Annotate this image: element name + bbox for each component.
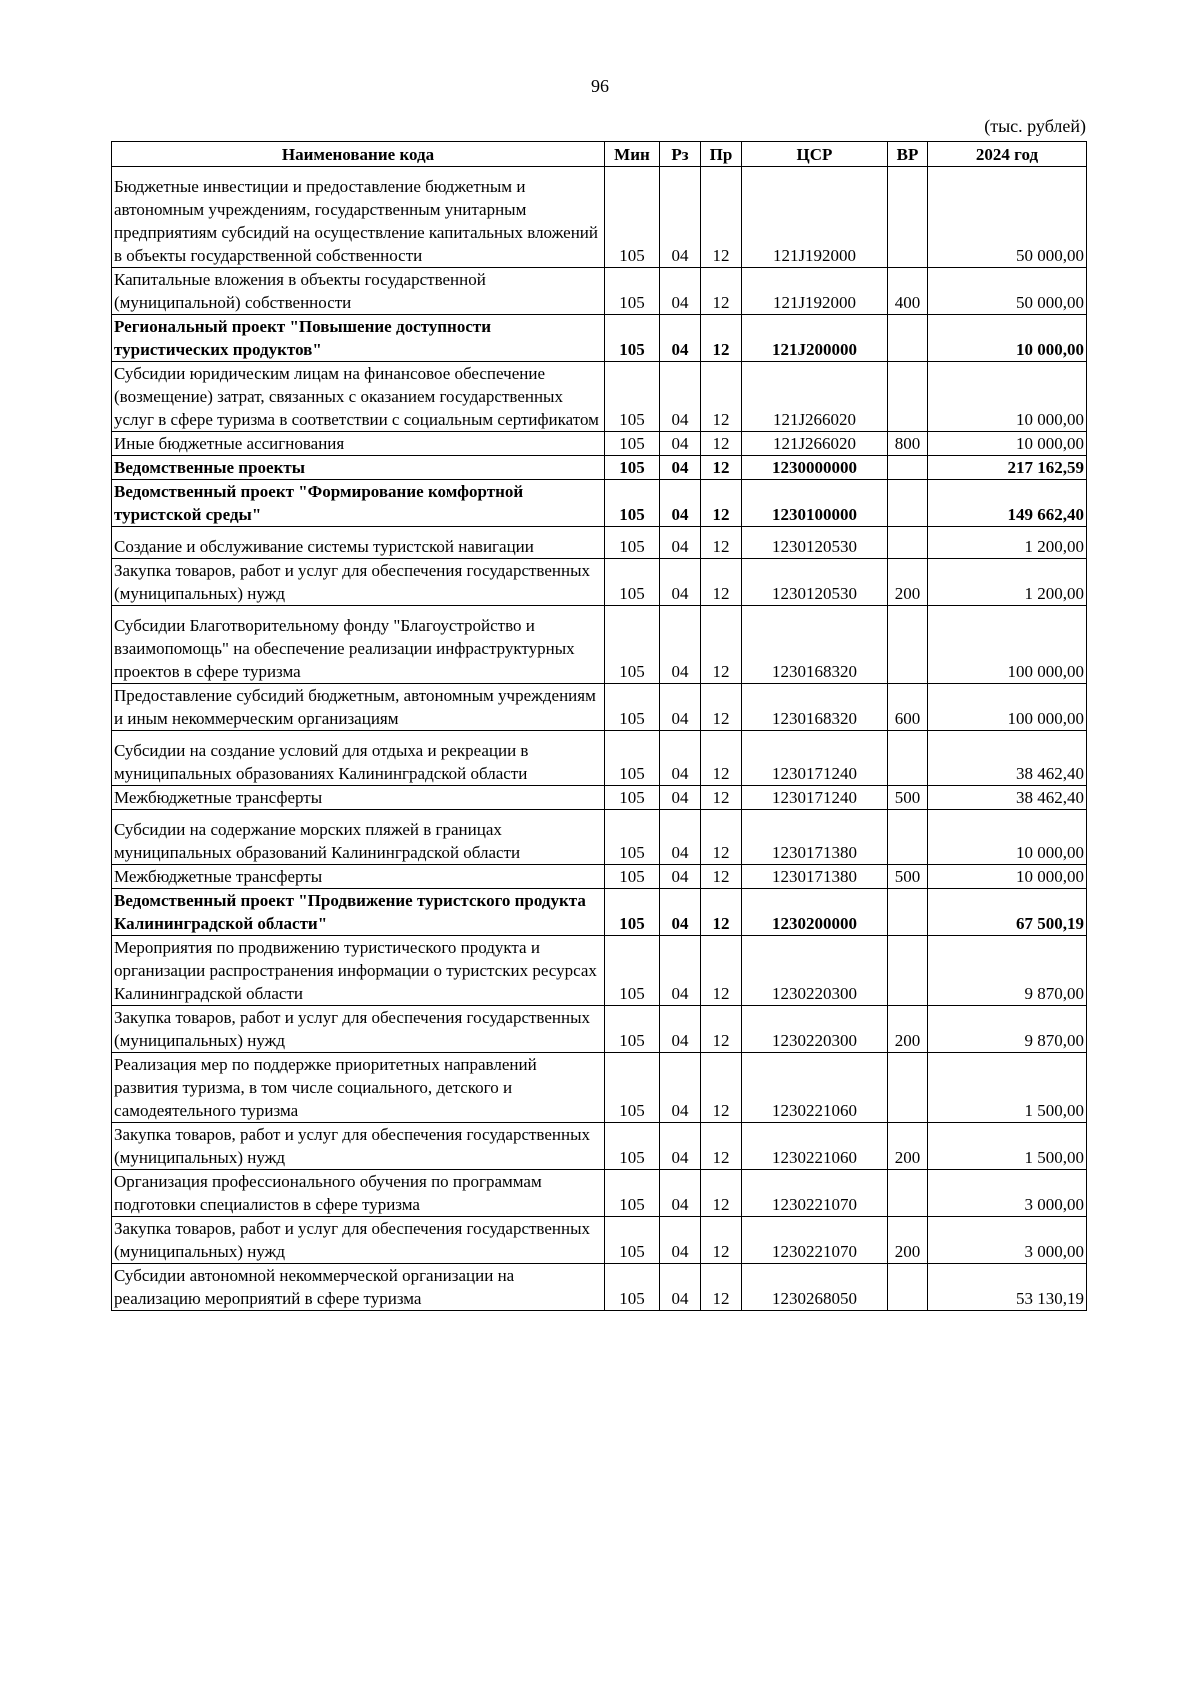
spacer-cell bbox=[888, 810, 928, 819]
cell-csr: 1230171240 bbox=[742, 786, 888, 810]
cell-sum: 50 000,00 bbox=[928, 175, 1087, 268]
table-spacer-row bbox=[112, 167, 1087, 176]
cell-sum: 10 000,00 bbox=[928, 362, 1087, 432]
page-number: 96 bbox=[591, 76, 609, 96]
cell-sum: 217 162,59 bbox=[928, 456, 1087, 480]
spacer-cell bbox=[742, 527, 888, 536]
cell-vr: 800 bbox=[888, 432, 928, 456]
table-row bbox=[112, 684, 1087, 731]
cell-sum: 1 200,00 bbox=[928, 559, 1087, 606]
spacer-cell bbox=[928, 167, 1087, 176]
cell-name: Создание и обслуживание системы туристской навигации bbox=[112, 535, 605, 559]
cell-min: 105 bbox=[605, 865, 660, 889]
cell-rz: 04 bbox=[660, 818, 701, 865]
cell-csr: 1230221070 bbox=[742, 1217, 888, 1264]
cell-csr: 1230221060 bbox=[742, 1123, 888, 1170]
cell-name: Межбюджетные трансферты bbox=[112, 786, 605, 810]
spacer-cell bbox=[888, 606, 928, 615]
cell-rz: 04 bbox=[660, 175, 701, 268]
cell-name: Ведомственный проект "Продвижение туристского продукта Калининградской области" bbox=[112, 889, 605, 936]
table-header-row bbox=[112, 142, 1087, 167]
cell-csr: 1230171240 bbox=[742, 739, 888, 786]
spacer-cell bbox=[928, 731, 1087, 740]
cell-sum: 10 000,00 bbox=[928, 432, 1087, 456]
cell-pr: 12 bbox=[701, 175, 742, 268]
cell-pr: 12 bbox=[701, 1123, 742, 1170]
cell-csr: 121J192000 bbox=[742, 175, 888, 268]
cell-pr: 12 bbox=[701, 786, 742, 810]
cell-rz: 04 bbox=[660, 936, 701, 1006]
cell-name: Предоставление субсидий бюджетным, автономным учреждениям и иным некоммерческим организациям bbox=[112, 684, 605, 731]
table-row bbox=[112, 268, 1087, 315]
cell-rz: 04 bbox=[660, 315, 701, 362]
cell-rz: 04 bbox=[660, 786, 701, 810]
table-row bbox=[112, 1170, 1087, 1217]
cell-name: Иные бюджетные ассигнования bbox=[112, 432, 605, 456]
cell-pr: 12 bbox=[701, 535, 742, 559]
spacer-cell bbox=[112, 810, 605, 819]
spacer-cell bbox=[605, 167, 660, 176]
spacer-cell bbox=[888, 527, 928, 536]
table-row bbox=[112, 535, 1087, 559]
cell-name: Организация профессионального обучения по программам подготовки специалистов в сфере туризма bbox=[112, 1170, 605, 1217]
cell-csr: 121J266020 bbox=[742, 432, 888, 456]
cell-name: Межбюджетные трансферты bbox=[112, 865, 605, 889]
table-row bbox=[112, 362, 1087, 432]
cell-pr: 12 bbox=[701, 936, 742, 1006]
spacer-cell bbox=[742, 731, 888, 740]
cell-vr bbox=[888, 480, 928, 527]
spacer-cell bbox=[701, 527, 742, 536]
cell-vr: 500 bbox=[888, 865, 928, 889]
cell-pr: 12 bbox=[701, 432, 742, 456]
cell-min: 105 bbox=[605, 1006, 660, 1053]
table-row bbox=[112, 1264, 1087, 1311]
cell-pr: 12 bbox=[701, 1264, 742, 1311]
cell-pr: 12 bbox=[701, 614, 742, 684]
cell-name: Ведомственный проект "Формирование комфортной туристской среды" bbox=[112, 480, 605, 527]
cell-pr: 12 bbox=[701, 818, 742, 865]
cell-csr: 1230120530 bbox=[742, 559, 888, 606]
spacer-cell bbox=[605, 606, 660, 615]
spacer-cell bbox=[928, 527, 1087, 536]
cell-rz: 04 bbox=[660, 1006, 701, 1053]
cell-rz: 04 bbox=[660, 268, 701, 315]
cell-csr: 1230168320 bbox=[742, 614, 888, 684]
cell-pr: 12 bbox=[701, 1170, 742, 1217]
cell-vr bbox=[888, 818, 928, 865]
spacer-cell bbox=[928, 606, 1087, 615]
cell-min: 105 bbox=[605, 432, 660, 456]
table-row bbox=[112, 818, 1087, 865]
table-row bbox=[112, 1123, 1087, 1170]
table-row bbox=[112, 480, 1087, 527]
spacer-cell bbox=[605, 731, 660, 740]
spacer-cell bbox=[660, 810, 701, 819]
cell-pr: 12 bbox=[701, 1217, 742, 1264]
cell-vr: 200 bbox=[888, 559, 928, 606]
cell-pr: 12 bbox=[701, 315, 742, 362]
table-row bbox=[112, 559, 1087, 606]
header-min: Мин bbox=[605, 142, 660, 167]
cell-sum: 3 000,00 bbox=[928, 1217, 1087, 1264]
cell-vr bbox=[888, 889, 928, 936]
cell-sum: 53 130,19 bbox=[928, 1264, 1087, 1311]
spacer-cell bbox=[701, 810, 742, 819]
cell-vr bbox=[888, 1053, 928, 1123]
cell-sum: 50 000,00 bbox=[928, 268, 1087, 315]
spacer-cell bbox=[701, 731, 742, 740]
cell-name: Субсидии Благотворительному фонду "Благоустройство и взаимопомощь" на обеспечение реализации инфраструктурных проектов в сфере туризма bbox=[112, 614, 605, 684]
table-row bbox=[112, 315, 1087, 362]
cell-name: Капитальные вложения в объекты государственной (муниципальной) собственности bbox=[112, 268, 605, 315]
table-row bbox=[112, 432, 1087, 456]
cell-name: Субсидии юридическим лицам на финансовое обеспечение (возмещение) затрат, связанных с оказанием государственных услуг в сфере туризма в соответствии с социальным сертификатом bbox=[112, 362, 605, 432]
cell-csr: 1230268050 bbox=[742, 1264, 888, 1311]
cell-pr: 12 bbox=[701, 456, 742, 480]
cell-pr: 12 bbox=[701, 362, 742, 432]
cell-name: Субсидии автономной некоммерческой организации на реализацию мероприятий в сфере туризма bbox=[112, 1264, 605, 1311]
cell-rz: 04 bbox=[660, 614, 701, 684]
cell-sum: 149 662,40 bbox=[928, 480, 1087, 527]
spacer-cell bbox=[888, 731, 928, 740]
cell-vr bbox=[888, 1170, 928, 1217]
spacer-cell bbox=[112, 527, 605, 536]
spacer-cell bbox=[112, 606, 605, 615]
cell-pr: 12 bbox=[701, 1006, 742, 1053]
cell-vr: 600 bbox=[888, 684, 928, 731]
header-csr: ЦСР bbox=[742, 142, 888, 167]
cell-sum: 10 000,00 bbox=[928, 818, 1087, 865]
table-row bbox=[112, 1217, 1087, 1264]
spacer-cell bbox=[928, 810, 1087, 819]
cell-name: Мероприятия по продвижению туристического продукта и организации распространения информации о туристских ресурсах Калининградской области bbox=[112, 936, 605, 1006]
cell-csr: 1230171380 bbox=[742, 865, 888, 889]
cell-rz: 04 bbox=[660, 865, 701, 889]
cell-pr: 12 bbox=[701, 268, 742, 315]
spacer-cell bbox=[660, 731, 701, 740]
table-row bbox=[112, 889, 1087, 936]
cell-min: 105 bbox=[605, 1170, 660, 1217]
header-pr: Пр bbox=[701, 142, 742, 167]
cell-min: 105 bbox=[605, 1123, 660, 1170]
header-vr: ВР bbox=[888, 142, 928, 167]
spacer-cell bbox=[742, 810, 888, 819]
table-row bbox=[112, 456, 1087, 480]
cell-pr: 12 bbox=[701, 865, 742, 889]
spacer-cell bbox=[888, 167, 928, 176]
cell-min: 105 bbox=[605, 315, 660, 362]
table-row bbox=[112, 739, 1087, 786]
cell-csr: 1230220300 bbox=[742, 1006, 888, 1053]
cell-vr: 500 bbox=[888, 786, 928, 810]
units-label: (тыс. рублей) bbox=[984, 116, 1086, 136]
cell-vr bbox=[888, 535, 928, 559]
spacer-cell bbox=[605, 527, 660, 536]
table-row bbox=[112, 614, 1087, 684]
cell-csr: 1230221060 bbox=[742, 1053, 888, 1123]
cell-vr bbox=[888, 739, 928, 786]
cell-min: 105 bbox=[605, 889, 660, 936]
spacer-cell bbox=[701, 606, 742, 615]
cell-rz: 04 bbox=[660, 1217, 701, 1264]
spacer-cell bbox=[701, 167, 742, 176]
spacer-cell bbox=[742, 167, 888, 176]
table-spacer-row bbox=[112, 731, 1087, 740]
table-body bbox=[112, 167, 1087, 1311]
spacer-cell bbox=[112, 731, 605, 740]
cell-csr: 1230200000 bbox=[742, 889, 888, 936]
cell-vr: 200 bbox=[888, 1123, 928, 1170]
cell-pr: 12 bbox=[701, 559, 742, 606]
cell-min: 105 bbox=[605, 1217, 660, 1264]
cell-vr bbox=[888, 456, 928, 480]
cell-rz: 04 bbox=[660, 432, 701, 456]
header-rz: Рз bbox=[660, 142, 701, 167]
budget-table bbox=[111, 141, 1087, 1311]
table-row bbox=[112, 1006, 1087, 1053]
cell-min: 105 bbox=[605, 614, 660, 684]
cell-vr bbox=[888, 315, 928, 362]
cell-csr: 1230221070 bbox=[742, 1170, 888, 1217]
cell-pr: 12 bbox=[701, 889, 742, 936]
cell-vr bbox=[888, 936, 928, 1006]
cell-sum: 100 000,00 bbox=[928, 614, 1087, 684]
cell-csr: 1230171380 bbox=[742, 818, 888, 865]
cell-vr bbox=[888, 1264, 928, 1311]
cell-pr: 12 bbox=[701, 480, 742, 527]
cell-min: 105 bbox=[605, 559, 660, 606]
cell-vr: 200 bbox=[888, 1006, 928, 1053]
cell-rz: 04 bbox=[660, 480, 701, 527]
cell-name: Субсидии на содержание морских пляжей в границах муниципальных образований Калининградской области bbox=[112, 818, 605, 865]
cell-min: 105 bbox=[605, 684, 660, 731]
cell-min: 105 bbox=[605, 362, 660, 432]
cell-csr: 121J266020 bbox=[742, 362, 888, 432]
cell-csr: 1230220300 bbox=[742, 936, 888, 1006]
cell-min: 105 bbox=[605, 936, 660, 1006]
spacer-cell bbox=[660, 606, 701, 615]
cell-sum: 1 500,00 bbox=[928, 1123, 1087, 1170]
table-row bbox=[112, 786, 1087, 810]
cell-min: 105 bbox=[605, 739, 660, 786]
cell-name: Бюджетные инвестиции и предоставление бюджетным и автономным учреждениям, государственным унитарным предприятиям субсидий на осуществление капитальных вложений в объекты государственной собственности bbox=[112, 175, 605, 268]
cell-min: 105 bbox=[605, 480, 660, 527]
cell-pr: 12 bbox=[701, 684, 742, 731]
cell-sum: 38 462,40 bbox=[928, 739, 1087, 786]
spacer-cell bbox=[605, 810, 660, 819]
header-name: Наименование кода bbox=[112, 142, 605, 167]
cell-min: 105 bbox=[605, 1264, 660, 1311]
cell-sum: 100 000,00 bbox=[928, 684, 1087, 731]
cell-vr bbox=[888, 362, 928, 432]
cell-pr: 12 bbox=[701, 1053, 742, 1123]
cell-name: Закупка товаров, работ и услуг для обеспечения государственных (муниципальных) нужд bbox=[112, 1006, 605, 1053]
spacer-cell bbox=[660, 167, 701, 176]
cell-name: Закупка товаров, работ и услуг для обеспечения государственных (муниципальных) нужд bbox=[112, 559, 605, 606]
cell-csr: 1230000000 bbox=[742, 456, 888, 480]
cell-sum: 10 000,00 bbox=[928, 315, 1087, 362]
cell-min: 105 bbox=[605, 1053, 660, 1123]
cell-sum: 38 462,40 bbox=[928, 786, 1087, 810]
cell-min: 105 bbox=[605, 818, 660, 865]
table-spacer-row bbox=[112, 606, 1087, 615]
cell-sum: 1 500,00 bbox=[928, 1053, 1087, 1123]
cell-rz: 04 bbox=[660, 362, 701, 432]
cell-min: 105 bbox=[605, 535, 660, 559]
spacer-cell bbox=[660, 527, 701, 536]
cell-min: 105 bbox=[605, 786, 660, 810]
cell-rz: 04 bbox=[660, 559, 701, 606]
table-row bbox=[112, 175, 1087, 268]
cell-rz: 04 bbox=[660, 1170, 701, 1217]
table-spacer-row bbox=[112, 810, 1087, 819]
cell-name: Реализация мер по поддержке приоритетных направлений развития туризма, в том числе социального, детского и самодеятельного туризма bbox=[112, 1053, 605, 1123]
cell-rz: 04 bbox=[660, 889, 701, 936]
cell-rz: 04 bbox=[660, 739, 701, 786]
cell-name: Закупка товаров, работ и услуг для обеспечения государственных (муниципальных) нужд bbox=[112, 1217, 605, 1264]
cell-name: Ведомственные проекты bbox=[112, 456, 605, 480]
cell-pr: 12 bbox=[701, 739, 742, 786]
cell-vr bbox=[888, 614, 928, 684]
cell-csr: 1230168320 bbox=[742, 684, 888, 731]
table-row bbox=[112, 865, 1087, 889]
cell-sum: 67 500,19 bbox=[928, 889, 1087, 936]
cell-rz: 04 bbox=[660, 456, 701, 480]
cell-vr bbox=[888, 175, 928, 268]
cell-sum: 1 200,00 bbox=[928, 535, 1087, 559]
cell-rz: 04 bbox=[660, 535, 701, 559]
cell-vr: 400 bbox=[888, 268, 928, 315]
cell-sum: 9 870,00 bbox=[928, 936, 1087, 1006]
cell-min: 105 bbox=[605, 268, 660, 315]
cell-name: Региональный проект "Повышение доступности туристических продуктов" bbox=[112, 315, 605, 362]
cell-rz: 04 bbox=[660, 1264, 701, 1311]
cell-vr: 200 bbox=[888, 1217, 928, 1264]
table-row bbox=[112, 1053, 1087, 1123]
header-sum: 2024 год bbox=[928, 142, 1087, 167]
cell-rz: 04 bbox=[660, 1123, 701, 1170]
spacer-cell bbox=[742, 606, 888, 615]
cell-min: 105 bbox=[605, 175, 660, 268]
cell-rz: 04 bbox=[660, 1053, 701, 1123]
cell-csr: 121J192000 bbox=[742, 268, 888, 315]
spacer-cell bbox=[112, 167, 605, 176]
table-spacer-row bbox=[112, 527, 1087, 536]
cell-name: Закупка товаров, работ и услуг для обеспечения государственных (муниципальных) нужд bbox=[112, 1123, 605, 1170]
cell-csr: 1230100000 bbox=[742, 480, 888, 527]
cell-sum: 10 000,00 bbox=[928, 865, 1087, 889]
table-row bbox=[112, 936, 1087, 1006]
cell-csr: 1230120530 bbox=[742, 535, 888, 559]
cell-name: Субсидии на создание условий для отдыха и рекреации в муниципальных образованиях Калининградской области bbox=[112, 739, 605, 786]
cell-sum: 3 000,00 bbox=[928, 1170, 1087, 1217]
cell-sum: 9 870,00 bbox=[928, 1006, 1087, 1053]
cell-rz: 04 bbox=[660, 684, 701, 731]
cell-csr: 121J200000 bbox=[742, 315, 888, 362]
cell-min: 105 bbox=[605, 456, 660, 480]
